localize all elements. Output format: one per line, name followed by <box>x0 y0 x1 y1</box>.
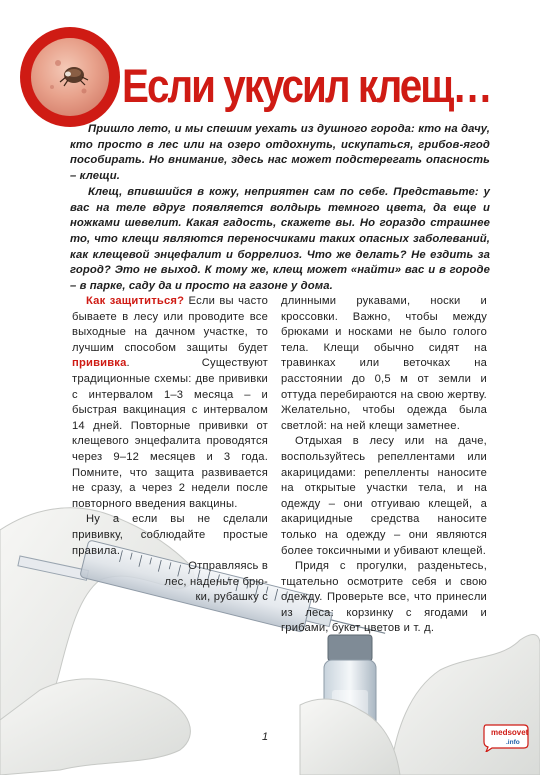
intro-paragraph: Пришло лето, и мы спешим уехать из душного города: кто на дачу, кто просто в лес или на озеро отдохнуть, искупаться, грибов-ягод пособирать. Но внимание, здесь нас может подстерегать опасность – клещи. <box>70 123 490 183</box>
highlight-word: прививка <box>72 357 127 370</box>
logo-text: medsovet <box>491 728 529 737</box>
intro-block <box>70 122 490 295</box>
paragraph: Придя с прогулки, разденьтесь, тщательно осмотрите себя и свою одежду. Проверьте все, что принесли из леса: корзинку с ягодами и грибами, букет цветов и т. д. <box>281 560 487 635</box>
tick-photo-icon <box>18 25 122 129</box>
text-run: . Существуют традиционные схемы: две прививки с интервалом 1–3 месяца – и быстрая вакцинация с интервалом 14 дней. Повторные прививки от клещевого энцефалита проводятся через 9–12 месяцев и 3 года. Помните, что защита развивается не сразу, а через 2 недели после повторного введения вакцины. <box>72 357 268 510</box>
paragraph: Отдыхая в лесу или на даче, воспользуйтесь репеллентами или акарицидами: репелленты наносите на открытые участки тела, и на одежду – они отгуиваю клещей, а акарицидные средства наносите только на одежду – они являются более токсичными и убивают клещей. <box>281 435 487 557</box>
text-run: Если вы часто бываете в лесу или проводите все выходные на дачном участке, то лучшим способом защиты будет <box>72 295 268 354</box>
section-lead: Как защититься? <box>86 295 185 307</box>
page-number: 1 <box>262 731 269 743</box>
paragraph: Ну а если вы не сделали прививку, соблюдайте простые правила. <box>72 513 268 557</box>
paragraph: длинными рукавами, носки и кроссовки. Важно, чтобы между брюками и носками не было голого тела. Клещи обычно сидят на травинках или веточках на расстоянии до 0,5 м от земли и оттуда перебираются на свою жертву. Желательно, чтобы одежда была светлой: на ней клещи заметнее. <box>281 295 487 432</box>
left-column <box>72 294 268 606</box>
logo-badge-icon <box>482 722 530 752</box>
text-line: Отправляясь в <box>188 560 268 573</box>
publisher-logo <box>482 722 530 752</box>
article-title: Если укусил клещ… <box>122 59 491 112</box>
text-line: ки, рубашку с <box>195 591 268 604</box>
intro-paragraph: Клещ, впившийся в кожу, неприятен сам по себе. Представьте: у вас на теле вдруг появляется волдырь темного цвета, да еще и ножками шевелит. Какая гадость, скажете вы. Но гораздо страшнее то, что клещи являются переносчиками таких опасных заболеваний, как клещевой энцефалит и боррелиоз. Что же делать? Не ездить за город? Это не выход. К тому же, клещ может «найти» вас и в городе – в парке, саду да и просто на газоне у дома. <box>70 185 490 293</box>
right-column <box>281 294 487 637</box>
logo-text: .info <box>506 739 520 746</box>
text-line: лес, наденьте брю- <box>164 575 268 588</box>
paragraph <box>72 294 268 512</box>
